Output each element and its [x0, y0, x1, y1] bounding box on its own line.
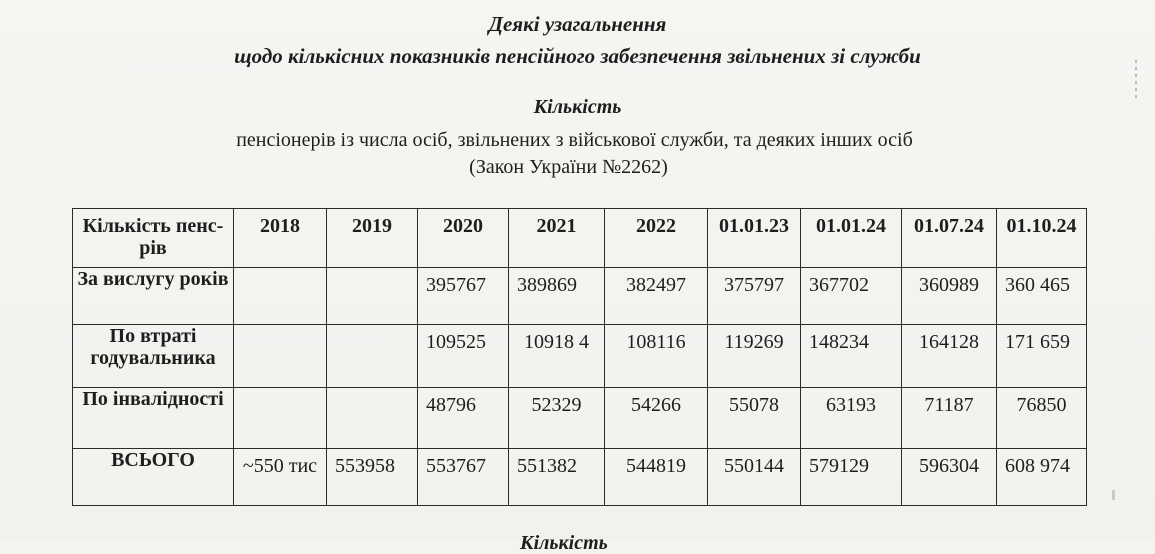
section-title: Кількість: [533, 96, 622, 118]
column-header: 2019: [327, 209, 418, 268]
table-cell: 360 465: [997, 268, 1087, 325]
law-reference: (Закон України №2262): [469, 156, 668, 178]
scan-artifact: [1135, 60, 1137, 100]
table-cell: 550144: [708, 449, 801, 506]
table-cell: 596304: [902, 449, 997, 506]
table-cell: 375797: [708, 268, 801, 325]
table-cell: 395767: [418, 268, 509, 325]
table-cell: [327, 268, 418, 325]
document-heading: Деякі узагальнення: [488, 12, 667, 36]
column-header: 2020: [418, 209, 509, 268]
table-row: [73, 268, 1087, 325]
pensioners-table: [72, 208, 1087, 506]
table-cell: 54266: [605, 388, 708, 449]
table-cell: 76850: [997, 388, 1087, 449]
table-cell: 360989: [902, 268, 997, 325]
column-header: 2018: [234, 209, 327, 268]
row-label: По інвалідності: [73, 388, 234, 449]
table-cell: 544819: [605, 449, 708, 506]
table-cell: 148234: [801, 325, 902, 388]
table-cell: 608 974: [997, 449, 1087, 506]
table-cell: [327, 325, 418, 388]
table-row: [73, 325, 1087, 388]
table-cell: 551382: [509, 449, 605, 506]
table-cell: 48796: [418, 388, 509, 449]
next-section-title-cut: Кількість: [520, 532, 608, 554]
section-subtitle: пенсіонерів із числа осіб, звільнених з військової служби, та деяких інших осіб: [236, 129, 913, 151]
table-row: [73, 449, 1087, 506]
table-header-row: [73, 209, 1087, 268]
column-header: 2022: [605, 209, 708, 268]
table-cell: 579129: [801, 449, 902, 506]
table-cell: 119269: [708, 325, 801, 388]
table-cell: [234, 325, 327, 388]
table-cell: 71187: [902, 388, 997, 449]
table-row: [73, 388, 1087, 449]
column-header: Кількість пенс-рів: [73, 209, 234, 268]
table-cell: 108116: [605, 325, 708, 388]
table-cell: 164128: [902, 325, 997, 388]
table-cell: [327, 388, 418, 449]
table-cell: [234, 388, 327, 449]
scan-artifact: [1112, 490, 1115, 500]
table-cell: 367702: [801, 268, 902, 325]
table-cell: 10918 4: [509, 325, 605, 388]
column-header: 01.01.23: [708, 209, 801, 268]
row-label: По втраті годувальника: [73, 325, 234, 388]
column-header: 01.07.24: [902, 209, 997, 268]
table-cell: 553958: [327, 449, 418, 506]
column-header: 2021: [509, 209, 605, 268]
column-header: 01.01.24: [801, 209, 902, 268]
table-cell: 52329: [509, 388, 605, 449]
table-cell: [234, 268, 327, 325]
table-cell: 389869: [509, 268, 605, 325]
table-cell: 63193: [801, 388, 902, 449]
document-subheading: щодо кількісних показників пенсійного забезпечення звільнених зі служби: [234, 44, 921, 68]
column-header: 01.10.24: [997, 209, 1087, 268]
table-cell: 109525: [418, 325, 509, 388]
row-label: За вислугу років: [73, 268, 234, 325]
table-cell: 55078: [708, 388, 801, 449]
table-cell: 382497: [605, 268, 708, 325]
table-cell: 171 659: [997, 325, 1087, 388]
table-cell: ~550 тис: [234, 449, 327, 506]
row-label-total: ВСЬОГО: [73, 449, 234, 506]
table-cell: 553767: [418, 449, 509, 506]
